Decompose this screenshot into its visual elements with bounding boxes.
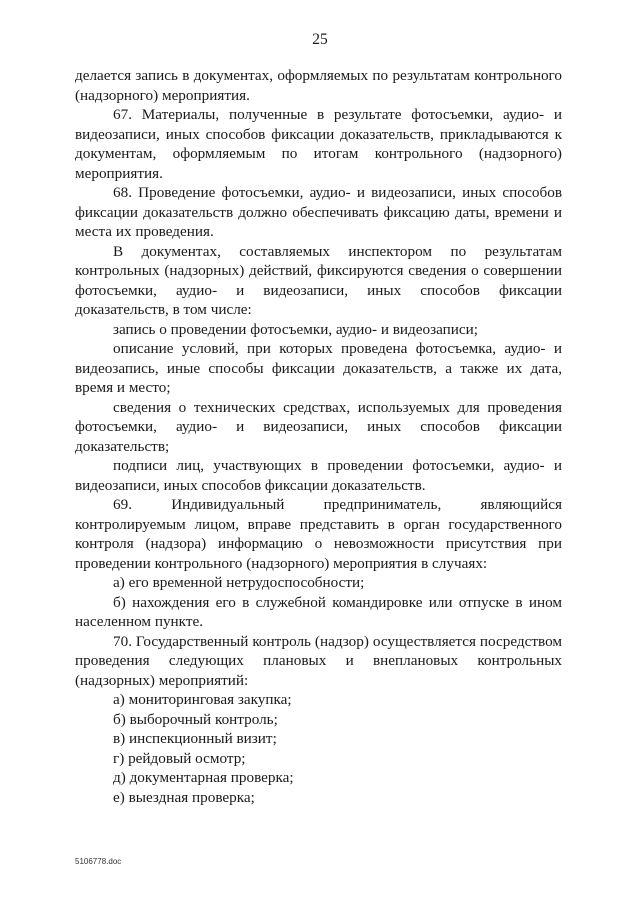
list-item: в) инспекционный визит; xyxy=(113,730,277,747)
list-item: е) выездная проверка; xyxy=(113,788,255,806)
footer-filename: 5106778.doc xyxy=(75,857,122,866)
list-item: а) мониторинговая закупка; xyxy=(113,691,292,708)
paragraph: 67. Материалы, полученные в результате фотосъемки, аудио- и видеозаписи, иных способов фиксации доказательств, прикладываются к документам, оформляемым по итогам контрольного (надзорного) мероприятия. xyxy=(75,106,562,182)
list-item: сведения о технических средствах, используемых для проведения фотосъемки, аудио- и видеозаписи, иных способов фиксации доказательств; xyxy=(75,398,562,455)
paragraph: 68. Проведение фотосъемки, аудио- и видеозаписи, иных способов фиксации доказательств должно обеспечивать фиксацию даты, времени и места их проведения. xyxy=(75,184,562,240)
list-item: б) нахождения его в служебной командировке или отпуске в ином населенном пункте. xyxy=(75,593,562,630)
list-item: подписи лиц, участвующих в проведении фотосъемки, аудио- и видеозаписи, иных способов фиксации доказательств. xyxy=(75,457,562,494)
list-item: запись о проведении фотосъемки, аудио- и видеозаписи; xyxy=(113,320,479,338)
list-item: г) рейдовый осмотр; xyxy=(113,749,246,767)
list-item: д) документарная проверка; xyxy=(113,769,294,786)
paragraph: делается запись в документах, оформляемых по результатам контрольного (надзорного) мероприятия. xyxy=(75,67,562,104)
list-item: б) выборочный контроль; xyxy=(113,710,278,728)
list-item: а) его временной нетрудоспособности; xyxy=(113,574,365,591)
paragraph: 69. Индивидуальный предприниматель, являющийся контролируемым лицом, вправе представить в орган государственного контроля (надзора) информацию о невозможности присутствия при проведении контрольного (надзорного) мероприятия в случаях: xyxy=(75,496,562,572)
paragraph: В документах, составляемых инспектором по результатам контрольных (надзорных) действий, фиксируются сведения о совершении фотосъемки, аудио- и видеозаписи, иных способов фиксации доказательств, в том числе: xyxy=(75,242,562,318)
document-body xyxy=(75,66,562,807)
page-number: 25 xyxy=(312,31,328,48)
paragraph: 70. Государственный контроль (надзор) осуществляется посредством проведения следующих плановых и внеплановых контрольных (надзорных) мероприятий: xyxy=(75,632,562,689)
list-item: описание условий, при которых проведена фотосъемка, аудио- и видеозапись, иные способы фиксации доказательств, а также их дата, время и место; xyxy=(75,340,562,396)
